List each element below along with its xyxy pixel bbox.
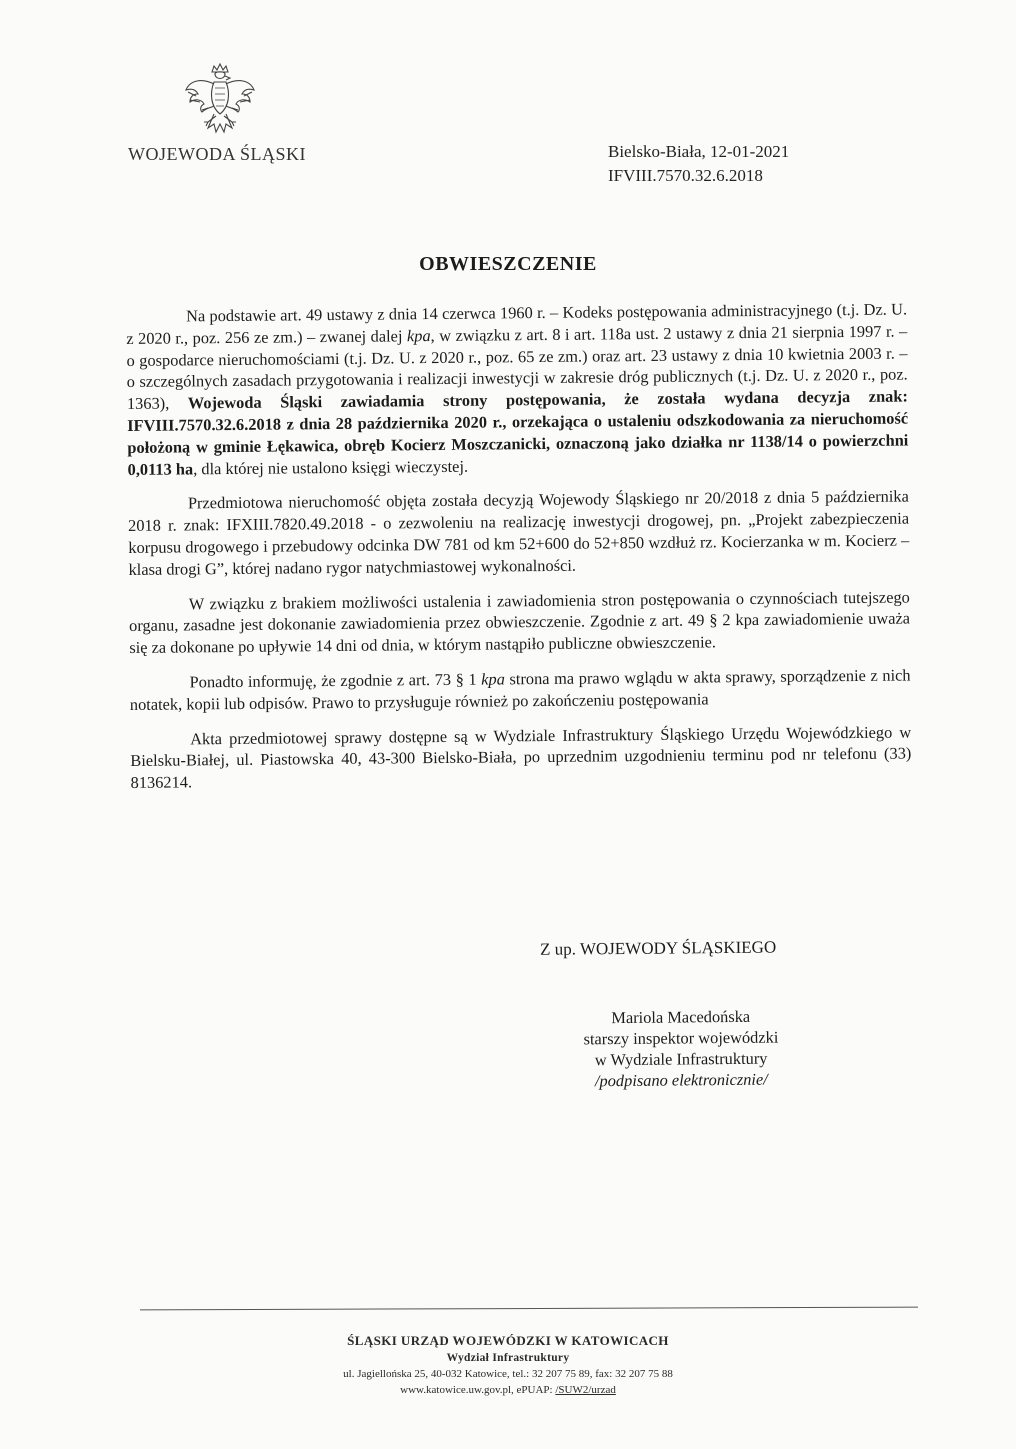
decision-notice-bold: Wojewoda Śląski zawiadamia strony postępowania, że została wydana decyzja znak: IFVIII.7570.32.6.2018 z dnia 28 października 2020 r., orzekająca o ustaleniu odszkodowania za nieruchomość położoną w gminie Łękawica, obręb Kocierz Moszczanicki, oznaczoną jako działka nr 1138/14 o powierzchni 0,0113 ha <box>127 386 909 479</box>
signatory-position: starszy inspektor wojewódzki <box>583 1027 779 1049</box>
epuap-link[interactable]: /SUW2/urzad <box>555 1384 616 1396</box>
kpa-abbrev: kpa <box>406 325 431 346</box>
paragraph-text: Ponadto informuję, że zgodnie z art. 73 § 1 <box>189 669 482 692</box>
paragraph-property: Przedmiotowa nieruchomość objęta została decyzją Wojewody Śląskiego nr 20/2018 z dnia 5 października 2018 r. znak: IFXIII.7820.49.2018 - o zezwoleniu na realizację inwestycji drogowej, pn. „Projekt zabezpieczenia korpusu drogowego i przebudowy odcinka DW 781 od km 52+600 do 52+850 wzdłuż rz. Kocierzanka w m. Kocierz – klasa drogi G”, której nadano rygor natychmiastowej wykonalności. <box>128 486 910 579</box>
paragraph-notification: W związku z brakiem możliwości ustalenia i zawiadomienia stron postępowania o czynnościach tutejszego organu, zasadne jest dokonanie zawiadomienia przez obwieszczenie. Zgodnie z art. 49 § 2 kpa zawiadomienie uważa się za dokonane po upływie 14 dni od dnia, w którym nastąpiło publiczne obwieszczenie. <box>128 587 911 658</box>
paragraph-case-files: Akta przedmiotowej sprawy dostępne są w Wydziale Infrastruktury Śląskiego Urzędu Wojewódzkiego w Bielsku-Białej, ul. Piastowska 40, 43-300 Bielsko-Biała, po uprzednim uzgodnieniu terminu pod nr telefonu (33) 8136214. <box>130 722 912 793</box>
signature-on-behalf: Z up. WOJEWODY ŚLĄSKIEGO <box>539 937 777 959</box>
case-reference: IFVIII.7570.32.6.2018 <box>608 166 763 185</box>
signatory-department: w Wydziale Infrastruktury <box>594 1048 768 1070</box>
footer <box>0 1332 1016 1398</box>
polish-eagle-emblem-icon <box>182 62 258 140</box>
place-date: Bielsko-Biała, 12-01-2021 <box>608 142 790 161</box>
paragraph-rights <box>130 664 911 715</box>
signatory-details <box>521 1005 842 1092</box>
document-body <box>126 299 912 807</box>
document-title: OBWIESZCZENIE <box>419 253 597 275</box>
paragraph-text: strona ma prawo wglądu w akta sprawy, sporządzenie z nich notatek, kopii lub odpisów. Prawo to przysługuje również po zakończeniu postępowania <box>129 665 911 714</box>
paragraph-text: Na podstawie art. 49 ustawy z dnia 14 czerwca 1960 r. – Kodeks postępowania administracyjnego (t.j. Dz. U. z 2020 r., poz. 256 ze zm.) – zwanej dalej <box>126 299 908 348</box>
paragraph-legal-basis <box>126 299 909 481</box>
paragraph-text: , w związku z art. 8 i art. 118a ust. 2 ustawy z dnia 21 sierpnia 1997 r. – o gospodarce nieruchomościami (t.j. Dz. U. z 2020 r., poz. 65 ze zm.) oraz art. 23 ustawy z dnia 10 kwietnia 2003 r. – o szczególnych zasadach przygotowania i realizacji inwestycji w zakresie dróg publicznych (t.j. Dz. U. z 2020 r., poz. 1363), <box>126 321 908 414</box>
paragraph-text: , dla której nie ustalono księgi wieczystej. <box>193 456 469 478</box>
signature-block <box>520 937 841 1092</box>
issuer-name: WOJEWODA ŚLĄSKI <box>128 144 306 164</box>
electronic-signature-note: /podpisano elektronicznie/ <box>594 1069 768 1091</box>
footer-department: Wydział Infrastruktury <box>446 1352 570 1364</box>
kpa-abbrev: kpa <box>481 669 505 689</box>
footer-organization: ŚLĄSKI URZĄD WOJEWÓDZKI W KATOWICACH <box>347 1333 669 1348</box>
footer-divider <box>140 1307 918 1311</box>
footer-web <box>0 1382 1016 1398</box>
footer-address: ul. Jagiellońska 25, 40-032 Katowice, tel.: 32 207 75 89, fax: 32 207 75 88 <box>343 1368 673 1380</box>
signatory-name: Mariola Macedońska <box>611 1006 751 1028</box>
document-meta <box>608 140 789 188</box>
footer-website: www.katowice.uw.gov.pl, ePUAP: <box>400 1384 556 1396</box>
